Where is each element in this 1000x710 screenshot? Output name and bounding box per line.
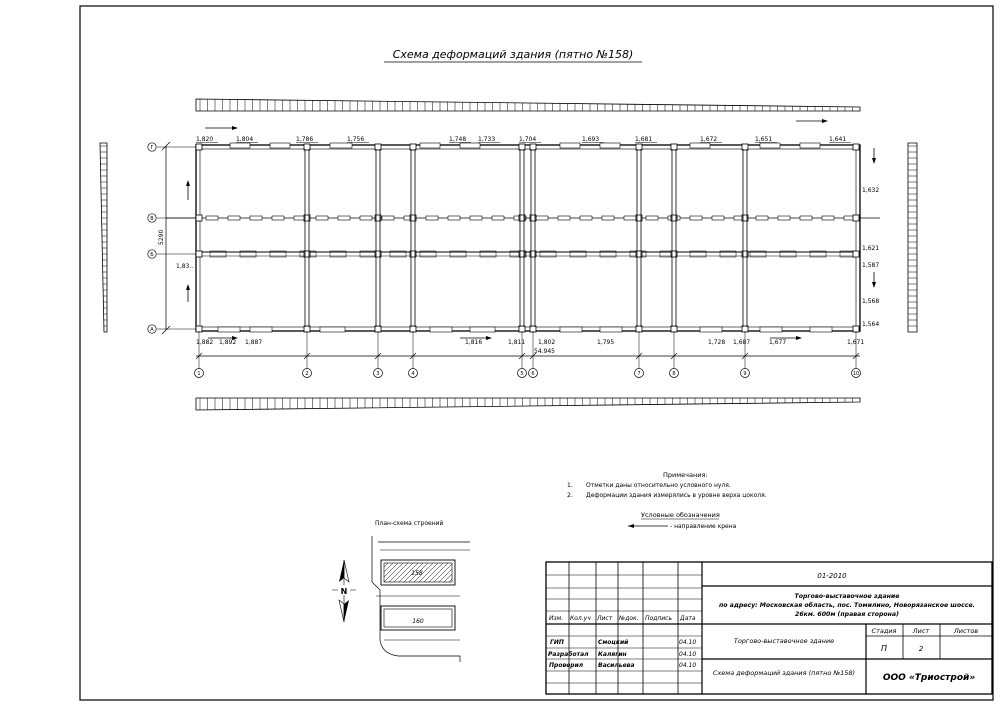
right-mark-1: 1,632 <box>862 187 880 194</box>
window-opening <box>810 327 832 332</box>
col-ndok: №док. <box>619 615 639 622</box>
axis-number-label: 9 <box>743 371 747 378</box>
window-opening <box>600 143 620 148</box>
row-3-role: Проверил <box>549 662 584 669</box>
top-elevation-marks <box>196 136 851 143</box>
bottom-mark-1: 1,882 <box>196 339 214 346</box>
col-data: Дата <box>680 615 696 622</box>
window-opening <box>230 143 250 148</box>
legend-arrow-icon <box>628 524 668 528</box>
arrow-down-upper <box>872 148 876 164</box>
north-arrow-icon <box>332 560 356 622</box>
sheet-label: Лист <box>912 627 930 635</box>
site-plan <box>332 520 488 662</box>
row-3-name: Васильева <box>598 662 635 669</box>
window-opening <box>460 143 480 148</box>
window-opening <box>320 327 345 332</box>
window-opening <box>330 143 352 148</box>
row-2-name: Калягин <box>598 651 627 658</box>
top-mark-12: 1,641 <box>829 136 847 143</box>
window-opening <box>760 143 780 148</box>
top-mark-3: 1,786 <box>296 136 314 143</box>
axis-number-label: 7 <box>637 371 641 378</box>
column <box>196 215 202 221</box>
top-deformation-scale <box>196 99 860 111</box>
bottom-mark-11: 1,671 <box>847 339 865 346</box>
project-line-1: Торгово-выставочное здание <box>794 593 900 600</box>
building-plan <box>166 143 880 332</box>
building-158 <box>364 560 488 585</box>
legend-heading: Условные обозначения <box>641 511 720 519</box>
window-opening <box>270 143 290 148</box>
notes-heading: Примечания: <box>663 471 708 479</box>
column <box>196 144 202 150</box>
row-3-date: 04.10 <box>679 662 697 669</box>
row-1-role: ГИП <box>550 639 564 646</box>
axis-number-label: 6 <box>531 371 535 378</box>
top-mark-10: 1,672 <box>700 136 718 143</box>
bottom-mark-5: 1,811 <box>508 339 526 346</box>
right-elevation-marks <box>862 187 879 328</box>
top-mark-2: 1,804 <box>236 136 254 143</box>
window-opening <box>560 143 580 148</box>
bottom-mark-9: 1,687 <box>733 339 751 346</box>
side-dimension <box>158 142 170 334</box>
window-opening <box>560 327 582 332</box>
arrow-down-lower <box>872 272 876 288</box>
top-mark-6: 1,733 <box>478 136 496 143</box>
top-mark-5: 1,748 <box>449 136 467 143</box>
col-izm: Изм. <box>549 615 564 622</box>
outer-walls <box>196 145 860 331</box>
window-opening <box>690 143 710 148</box>
window-opening <box>218 327 240 332</box>
axis-number-label: 1 <box>197 371 201 378</box>
col-podpis: Подпись <box>645 615 672 622</box>
column <box>853 251 859 257</box>
bottom-mark-8: 1,728 <box>708 339 726 346</box>
row-2-role: Разработал <box>548 651 589 658</box>
window-opening <box>250 327 272 332</box>
axis-number-label: 4 <box>411 371 415 378</box>
legend-block <box>628 511 737 530</box>
side-dimension-text: 5290 <box>158 229 165 245</box>
window-opening <box>800 143 820 148</box>
row-2-date: 04.10 <box>679 651 697 658</box>
row-1-name: Смоцкий <box>598 639 629 646</box>
drawing-title: Схема деформаций здания (пятно №158) <box>392 48 634 61</box>
bottom-mark-10: 1,677 <box>769 339 787 346</box>
left-deformation-scale <box>100 143 107 332</box>
arrow-top-right <box>796 119 828 123</box>
sheet-value: 2 <box>918 645 924 653</box>
window-opening <box>600 327 622 332</box>
site-plan-title: План-схема строений <box>375 520 444 527</box>
col-list: Лист <box>597 615 613 622</box>
right-deformation-scale <box>908 143 917 332</box>
axis-number-label: 8 <box>672 371 676 378</box>
window-opening <box>760 327 782 332</box>
sheet-title: Схема деформаций здания (пятно №158) <box>712 669 856 677</box>
top-mark-11: 1,651 <box>755 136 773 143</box>
arrow-up-lower <box>186 284 190 302</box>
note-1-num: 1. <box>567 482 573 489</box>
sheets-label: Листов <box>953 627 979 635</box>
top-mark-4: 1,756 <box>347 136 365 143</box>
note-1-text: Отметки даны относительно условного нуля. <box>586 482 731 489</box>
bottom-mark-6: 1,802 <box>538 339 556 346</box>
overall-dimension-text: 54.945 <box>534 348 555 355</box>
window-opening <box>430 327 452 332</box>
stage-value: П <box>880 644 888 653</box>
window-opening <box>470 327 495 332</box>
axis-number-label: 10 <box>852 371 860 378</box>
arrow-top-left <box>205 126 238 130</box>
project-line-2: по адресу: Московская область, пос. Томилино, Новорязанское шоссе. <box>718 602 976 609</box>
note-2-num: 2. <box>567 492 573 499</box>
notes-block <box>567 471 767 499</box>
bottom-mark-3: 1,887 <box>245 339 263 346</box>
left-dimension-text: 1,83.. <box>176 263 194 270</box>
row-1-date: 04.10 <box>679 639 697 646</box>
axis-letter-label: Б <box>150 252 154 258</box>
axis-number-label: 3 <box>376 371 380 378</box>
project-code: 01-2010 <box>817 572 847 580</box>
company-name: ООО «Триострой» <box>882 673 976 683</box>
north-label: N <box>340 587 348 596</box>
axis-letter-markers <box>148 143 196 333</box>
overall-dimension <box>196 348 860 356</box>
column <box>853 144 859 150</box>
stage-label: Стадия <box>871 627 897 635</box>
right-mark-4: 1,568 <box>862 298 880 305</box>
bottom-mark-2: 1,892 <box>219 339 237 346</box>
axis-number-markers <box>195 331 861 378</box>
note-2-text: Деформации здания измерялись в уровне верха цоколя. <box>586 492 767 499</box>
title-block <box>546 562 992 694</box>
window-opening <box>700 327 722 332</box>
building-160-label: 160 <box>412 618 424 625</box>
building-158-label: 158 <box>411 570 423 577</box>
top-mark-1: 1,820 <box>196 136 214 143</box>
top-mark-8: 1,693 <box>582 136 600 143</box>
bottom-elevation-marks <box>196 339 864 346</box>
window-opening <box>420 143 440 148</box>
bottom-mark-7: 1,795 <box>597 339 615 346</box>
object-name: Торгово-выставочное здание <box>733 637 835 645</box>
right-mark-3: 1,587 <box>862 262 880 269</box>
bottom-deformation-scale <box>196 398 860 410</box>
top-mark-7: 1,704 <box>519 136 537 143</box>
col-koluch: Кол.уч <box>570 615 591 622</box>
axis-letter-label: В <box>150 216 154 222</box>
axis-letter-label: А <box>150 327 154 333</box>
building-160 <box>381 606 455 630</box>
project-line-3: 26км. 600м (правая сторона) <box>795 611 899 618</box>
bottom-mark-4: 1,816 <box>465 339 483 346</box>
top-mark-9: 1,681 <box>635 136 653 143</box>
axis-number-label: 5 <box>520 371 524 378</box>
column <box>853 215 859 221</box>
column <box>196 251 202 257</box>
right-mark-2: 1,621 <box>862 245 880 252</box>
axis-letter-label: Г <box>150 145 154 151</box>
axis-number-label: 2 <box>305 371 309 378</box>
right-mark-5: 1,564 <box>862 321 880 328</box>
arrow-up-upper <box>186 180 190 200</box>
legend-arrow-label: - направление крена <box>670 523 737 530</box>
